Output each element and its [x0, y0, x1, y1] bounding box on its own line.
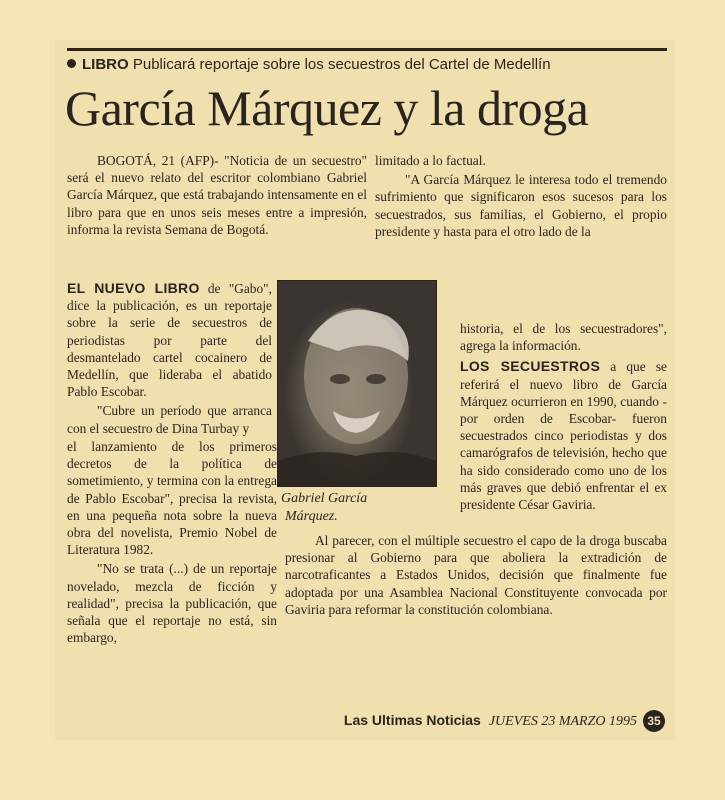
- paragraph-factual: limitado a lo factual.: [375, 153, 486, 168]
- paragraph-sufrimiento: "A García Márquez le interesa todo el tremendo sufrimiento que significaron esos sucesos para los secuestrados, sus familias, el Gobierno, el propio presidente y hasta para el otro lado de la: [375, 172, 667, 239]
- issue-date: JUEVES 23 MARZO 1995: [488, 714, 637, 729]
- kicker: [67, 48, 667, 73]
- column-2-top: [375, 152, 667, 240]
- paragraph-nuevo-libro-text: de "Gabo", dice la publicación, es un reportaje sobre la serie de secuestros de periodistas por parte del desmantelado cartel cocainero de Medellín, que lideraba el abatido Pablo Escobar.: [67, 281, 272, 400]
- column-1-bottom: [67, 438, 277, 646]
- kicker-text: Publicará reportaje sobre los secuestros del Cartel de Medellín: [132, 56, 551, 73]
- paragraph-nuevo-libro: [67, 280, 272, 400]
- subhead-secuestros: LOS SECUESTROS: [460, 358, 601, 375]
- page-number-badge: 35: [643, 710, 665, 732]
- paragraph-secuestros-text: a que se referirá el nuevo libro de García Márquez ocurrieron en 1990, cuando -por orden de Escobar- fueron secuestrados cinco periodistas y dos camarógrafos de televisión, hecho que ha sido considerado como uno de los más graves que debió enfrentar el ex presidente César Gaviria.: [460, 359, 667, 513]
- headline: García Márquez y la droga: [65, 80, 589, 136]
- paragraph-secuestros: [460, 358, 667, 513]
- author-photo: [277, 280, 437, 487]
- paragraph-periodo: "Cubre un período que arranca con el secuestro de Dina Turbay y: [67, 403, 272, 436]
- paragraph-intro: BOGOTÁ, 21 (AFP)- "Noticia de un secuestro" será el nuevo relato del escritor colombiano Gabriel García Márquez, que está trabajando intensamente en el libro para que en unos seis meses entre a impresión, informa la revista Semana de Bogotá.: [67, 153, 367, 237]
- newspaper-name: Las Ultimas Noticias: [343, 712, 481, 728]
- column-1-top: [67, 152, 367, 238]
- paragraph-no-se-trata: "No se trata (...) de un reportaje novelado, mezcla de ficción y realidad", precisa la publicación, que señala que el reportaje no está, sin embargo,: [67, 561, 277, 646]
- photo-caption: [281, 490, 451, 526]
- caption-line-1: Gabriel García: [281, 491, 368, 506]
- paragraph-al-parecer: Al parecer, con el múltiple secuestro el capo de la droga buscaba presionar al Gobierno para que aboliera la extradición de narcotraficantes a Estados Unidos, decisión que finalmente fue adoptada por una Asamblea Nacional Constituyente convocada por Gaviria para reformar la constitución colombiana.: [285, 533, 667, 617]
- paragraph-historia: historia, el de los secuestradores", agrega la información.: [460, 321, 667, 354]
- column-2-bottom: [460, 320, 667, 513]
- paragraph-lanzamiento: el lanzamiento de los primeros decretos de la política de sometimiento, y termina con la entrega de Pablo Escobar", precisa la revista, en una pequeña nota sobre la nueva obra del novelista, Premio Nobel de Literatura 1982.: [67, 439, 277, 558]
- bullet-icon: [67, 59, 76, 68]
- subhead-nuevo-libro: EL NUEVO LIBRO: [67, 280, 200, 296]
- portrait-image: [278, 281, 436, 486]
- column-1-middle: [67, 280, 272, 437]
- caption-line-2: Márquez.: [285, 509, 338, 524]
- column-2-final: [285, 532, 667, 618]
- newspaper-clipping: [55, 40, 675, 740]
- kicker-section: LIBRO: [82, 56, 129, 73]
- page-footer: [305, 710, 665, 732]
